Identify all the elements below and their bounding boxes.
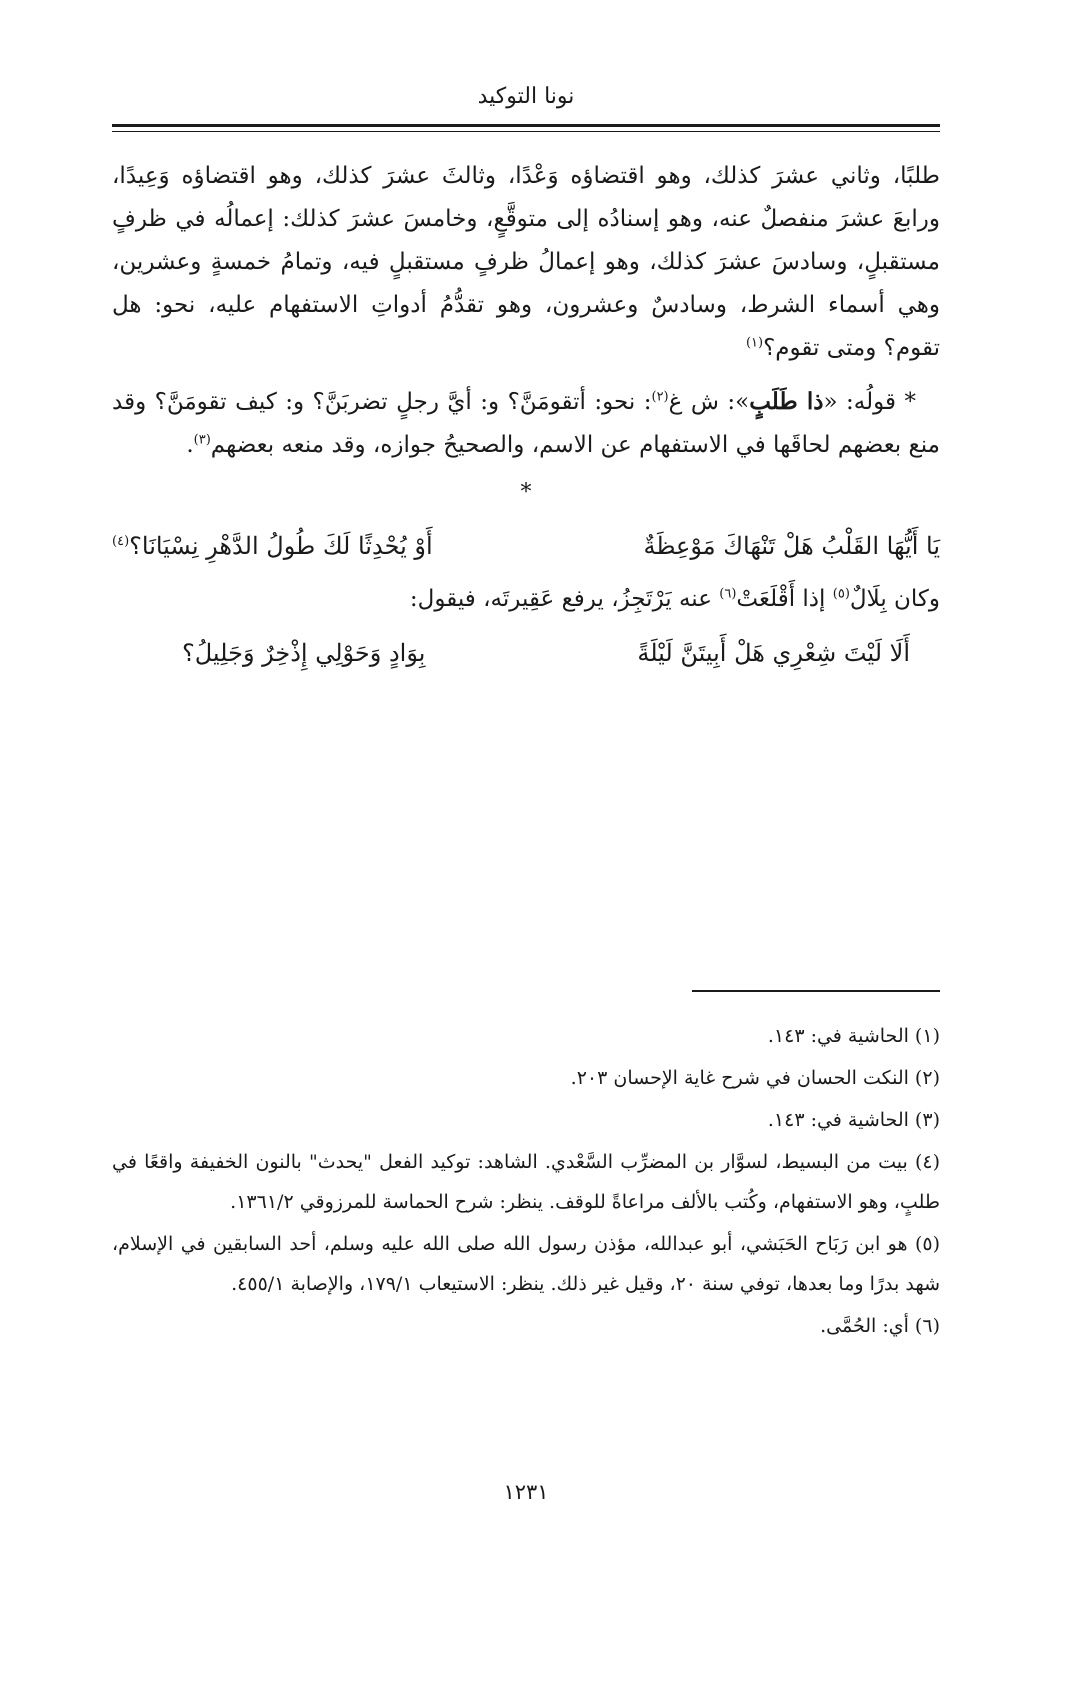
running-header: نونا التوكيد: [477, 84, 575, 109]
footnote-ref-1: (١): [745, 335, 764, 351]
paragraph-2-rest: : نحو: أتقومَنَّ؟ و: أيَّ رجلٍ تضربَنَّ؟ و: كيف تقومَنَّ؟ وقد منع بعضهم لحاقَها في الاستفهام عن الاسم، والصحيحُ جوازه، وقد منعه بعضهم: [112, 389, 940, 458]
page: [112, 0, 940, 1698]
paragraph-2-after-keyword: »: ش غ: [668, 389, 750, 415]
header-rule-thick: [112, 124, 940, 127]
verse-1-first-hemistich: يَا أَيُّهَا القَلْبُ هَلْ تَنْهَاكَ مَوْعِظَةٌ: [643, 532, 940, 560]
paragraph-1-text: طلبًا، وثاني عشرَ كذلك، وهو اقتضاؤه وَعْدًا، وثالثَ عشرَ كذلك، وهو اقتضاؤه وَعِيدًا، ورابعَ عشرَ منفصلٌ عنه، وهو إسنادُه إلى متوقَّعٍ، وخامسَ عشرَ كذلك: إعمالُه في ظرفٍ مستقبلٍ، وسادسَ عشرَ كذلك، وهو إعمالُ ظرفٍ مستقبلٍ فيه، وتمامُ خمسةٍ وعشرين، وهي أسماء الشرط، وسادسٌ وعشرون، وهو تقدُّمُ أدواتِ الاستفهام عليه، نحو: هل تقوم؟ ومتى تقوم؟: [112, 163, 940, 361]
page-number: ١٢٣١: [503, 1480, 549, 1504]
footnote-ref-4: (٤): [112, 534, 130, 549]
footnote-3: (٣) الحاشية في: ١٤٣.: [767, 1109, 940, 1131]
paragraph-2: [112, 380, 940, 467]
footnote-ref-2: (٢): [651, 389, 669, 405]
footnote-6: (٦) أي: الحُمَّى.: [820, 1315, 940, 1337]
narrative-part-a: وكان بِلَالٌ: [849, 586, 940, 612]
narrative-part-b: إذا أَقْلَعَتْ: [736, 586, 833, 612]
verse-2-second-hemistich: بِوَادٍ وَحَوْلِي إِذْخِرٌ وَجَلِيلُ؟: [182, 639, 426, 667]
verse-1-second-hemistich: أَوْ يُحْدِثًا لَكَ طُولُ الدَّهْرِ نِسْيَانَا؟: [129, 532, 433, 560]
verse-2-first-hemistich: أَلَا لَيْتَ شِعْرِي هَلْ أَبِيتَنَّ لَيْلَةً: [637, 639, 910, 667]
paragraph-1: [112, 155, 940, 370]
footnote-ref-6: (٦): [719, 586, 737, 602]
star-separator: *: [520, 480, 532, 505]
narrative-line: [112, 578, 940, 621]
footnote-2: (٢) النكت الحسان في شرح غاية الإحسان ٢٠٣.: [570, 1067, 940, 1089]
narrative-part-c: عنه يَرْتَجِزُ، يرفع عَقِيرتَه، فيقول:: [409, 586, 720, 612]
verse-1-second-hemistich-wrap: [112, 522, 433, 570]
verse-1: [112, 522, 940, 570]
footnote-ref-3: (٣): [193, 432, 211, 448]
header-rule-thin: [112, 131, 940, 132]
footnote-separator: [692, 990, 940, 992]
main-text: [112, 155, 940, 685]
footnote-4: (٤) بيت من البسيط، لسوَّار بن المضرِّب السَّعْدي. الشاهد: توكيد الفعل "يحدث" بالنون الخفيفة واقعًا في طلبٍ، وهو الاستفهام، وكُتب بالألف مراعاةً للوقف. ينظر: شرح الحماسة للمرزوقي ١٣٦١/٢.: [112, 1151, 940, 1213]
paragraph-2-end: .: [186, 432, 194, 458]
footnotes: [112, 1016, 940, 1348]
footnote-1: (١) الحاشية في: ١٤٣.: [767, 1025, 940, 1047]
footnote-ref-5: (٥): [832, 586, 850, 602]
footnote-5: (٥) هو ابن رَبَاح الحَبَشي، أبو عبدالله، مؤذن رسول الله صلى الله عليه وسلم، أحد السابقين في الإسلام، شهد بدرًا وما بعدها، توفي سنة ٢٠، وقيل غير ذلك. ينظر: الاستيعاب ١٧٩/١، والإصابة ٤٥٥/١.: [112, 1233, 940, 1295]
paragraph-2-keyword: ذا طَلَبٍ: [749, 388, 824, 415]
verse-2: [112, 629, 940, 677]
paragraph-2-lead: * قولُه: «: [823, 389, 916, 415]
